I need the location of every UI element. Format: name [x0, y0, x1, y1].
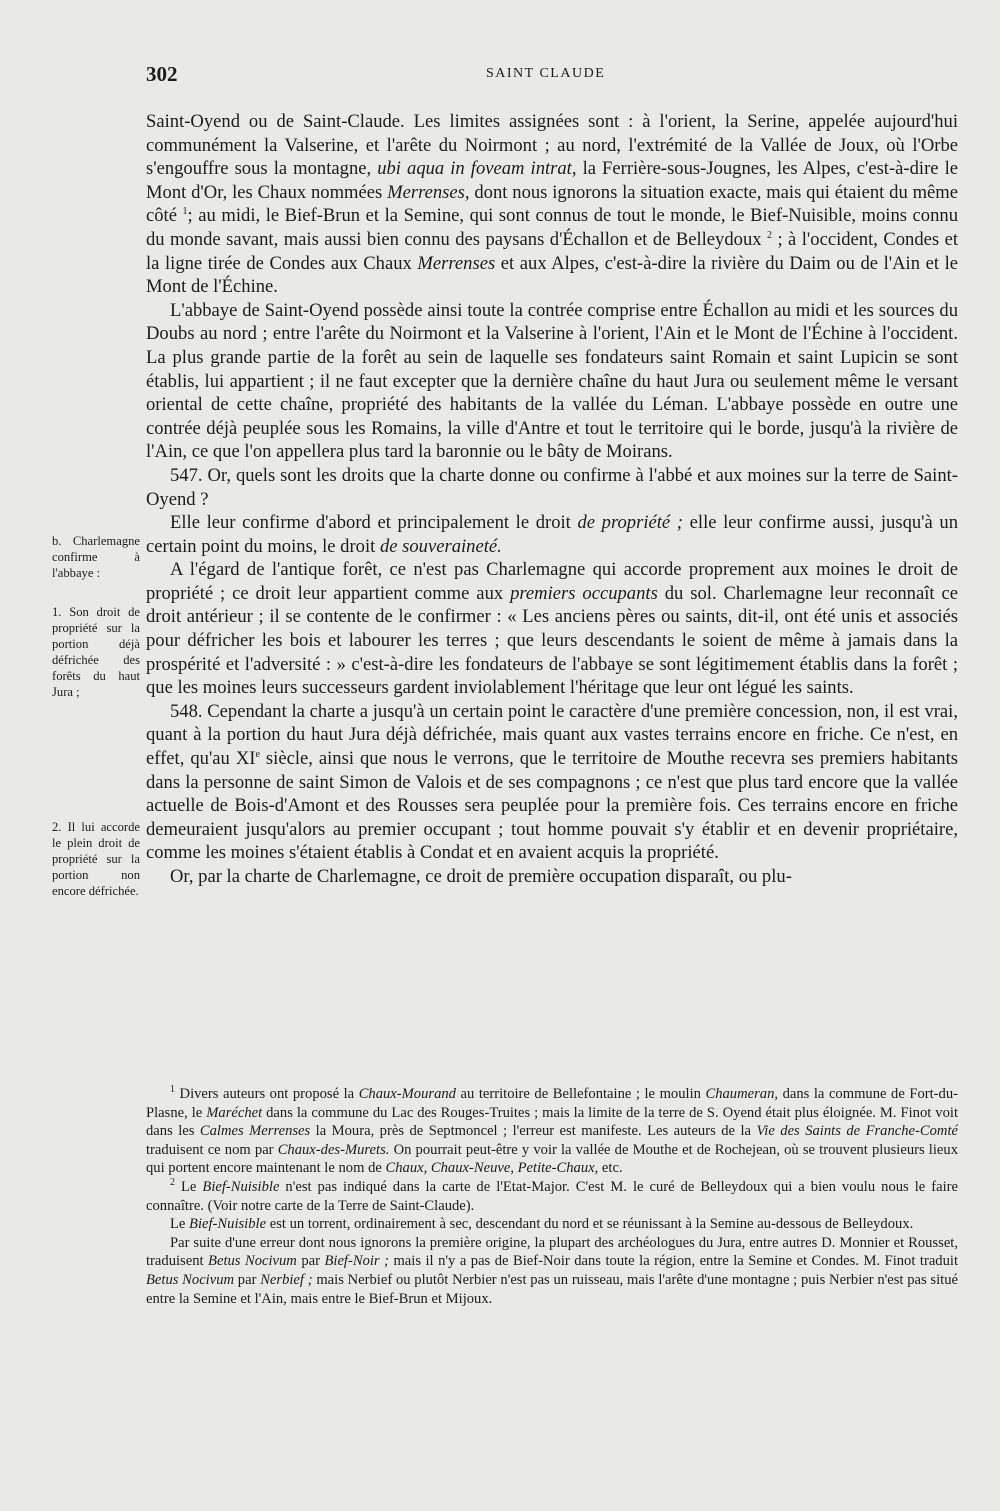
paragraph-547: 547. Or, quels sont les droits que la charte donne ou confirme à l'abbé et aux moines sur la terre de Saint-Oyend ?	[146, 464, 958, 510]
paragraph-4: Elle leur confirme d'abord et principalement le droit de propriété ; elle leur confirme aussi, jusqu'à un certain point du moins, le droit de souveraineté.	[146, 512, 958, 557]
margin-note-2: 2. Il lui accorde le plein droit de propriété sur la portion non encore défrichée.	[52, 820, 140, 898]
paragraph-5: A l'égard de l'antique forêt, ce n'est pas Charlemagne qui accorde proprement aux moines le droit de propriété ; ce droit leur appartient comme aux premiers occupants du sol. Charlemagne leur reconnaît ce droit antérieur ; il se contente de le confirmer : « Les anciens pères ou saints, dit-il, ont été unis et associés pour défricher les bois et labourer les terres ; que leurs descendants le soient de même à jamais dans la prospérité et l'adversité : » c'est-à-dire les fondateurs de l'abbaye se sont légitimement établis dans la forêt ; que les moines leurs successeurs gardent inviolablement l'héritage que leur ont légué les saints.	[146, 559, 958, 699]
footnote-2: $^2$ Le Bief-Nuisible n'est pas indiqué dans la carte de l'Etat-Major. C'est M. le curé de Belleydoux qui a bien voulu nous le faire connaître. (Voir notre carte de la Terre de Saint-Claude).	[146, 1177, 958, 1214]
page-header	[0, 58, 1000, 88]
margin-note-1: 1. Son droit de propriété sur la portion déjà défrichée des forêts du haut Jura ;	[52, 605, 140, 699]
page-number: 302	[146, 62, 178, 86]
paragraph-7: Or, par la charte de Charlemagne, ce droit de première occupation disparaît, ou plu-	[170, 866, 792, 887]
paragraph-548: 548. Cependant la charte a jusqu'à un certain point le caractère d'une première concession, non, il est vrai, quant à la portion du haut Jura déjà défrichée, mais quant aux vastes terrains encore en friche. Ce n'est, en effet, qu'au XIe siècle, ainsi que nous le verrons, que le territoire de Mouthe recevra ses premiers habitants dans la personne de saint Simon de Valois et de ses compagnons ; ce n'est que plus tard encore que la vallée actuelle de Bois-d'Amont et des Rousses sera peuplée pour la première fois. Ces terrains encore en friche demeuraient jusqu'alors au premier occupant ; tout homme pouvait s'y établir et en devenir propriétaire, comme les moines s'étaient établis à Condat et en avaient acquis la propriété.	[146, 700, 958, 864]
margin-note-b: b. Charlemagne confirme à l'abbaye :	[52, 534, 140, 580]
footnote-ref-2: 2	[767, 229, 772, 241]
footnotes	[146, 1085, 958, 1308]
footnote-2-continued: Le Bief-Nuisible est un torrent, ordinairement à sec, descendant du nord et se réunissant à la Semine au-dessous de Belleydoux.	[170, 1216, 914, 1233]
footnote-ref-1: 1	[182, 206, 188, 218]
paragraph-1: Saint-Oyend ou de Saint-Claude. Les limites assignées sont : à l'orient, la Serine, appelée aujourd'hui communément la Valserine, et l'arête du Noirmont ; au nord, l'extrémité de la Vallée de Joux, où l'Orbe s'engouffre sous la montagne, ubi aqua in foveam intrat, la Ferrière-sous-Jougnes, les Alpes, c'est-à-dire le Mont d'Or, les Chaux nommées Merrenses, dont nous ignorons la situation exacte, mais qui étaient du même côté $^1$; au midi, le Bief-Brun et la Semine, qui sont connus de tout le monde, le Bief-Nuisible, moins connu du monde savant, mais aussi bien connu des paysans d'Échallon et de Belleydoux $^2$ ; à l'occident, Condes et la ligne tirée de Condes aux Chaux Merrenses et aux Alpes, c'est-à-dire la rivière du Daim ou de l'Ain et le Mont de l'Échine.	[146, 111, 958, 298]
main-text	[146, 110, 958, 889]
running-head: SAINT CLAUDE	[486, 66, 606, 81]
footnote-1: $^1$ Divers auteurs ont proposé la Chaux-Mourand au territoire de Bellefontaine ; le moulin Chaumeran, dans la commune de Fort-du-Plasne, le Maréchet dans la commune du Lac des Rouges-Truites ; mais la limite de la terre de S. Oyend était plus éloignée. M. Finot voit dans les Calmes Merrenses la Moura, près de Septmoncel ; l'erreur est manifeste. Les auteurs de la Vie des Saints de Franche-Comté traduisent ce nom par Chaux-des-Murets. On pourrait peut-être y voir la vallée de Mouthe et de Rochejean, où se trouvent plusieurs lieux qui portent encore maintenant le nom de Chaux, Chaux-Neuve, Petite-Chaux, etc.	[146, 1084, 958, 1177]
footnote-2-note: Par suite d'une erreur dont nous ignorons la première origine, la plupart des archéologues du Jura, entre autres D. Monnier et Rousset, traduisent Betus Nocivum par Bief-Noir ; mais il n'y a pas de Bief-Noir dans toute la région, entre la Semine et Condes. M. Finot traduit Betus Nocivum par Nerbief ; mais Nerbief ou plutôt Nerbier n'est pas un ruisseau, mais l'arête d'une montagne ; puis Nerbier n'est pas situé entre la Semine et l'Ain, mais entre le Bief-Brun et Mijoux.	[146, 1234, 958, 1307]
paragraph-2: L'abbaye de Saint-Oyend possède ainsi toute la contrée comprise entre Échallon au midi et les sources du Doubs au nord ; entre l'arête du Noirmont et la Valserine à l'orient, l'Ain et le Mont de l'Échine à l'occident. La plus grande partie de la forêt au sein de laquelle ses fondateurs saint Romain et saint Lupicin se sont établis, lui appartient ; il ne faut excepter que la dernière chaîne du haut Jura ou seulement même le versant oriental de cette chaîne, propriété des habitants de la vallée du Léman. L'abbaye possède en outre une contrée déjà peuplée sous les Romains, la ville d'Antre et tout le territoire qui le borde, jusqu'à la rivière de l'Ain, ce que l'on appellera plus tard la baronnie ou le bâty de Moirans.	[146, 299, 958, 463]
